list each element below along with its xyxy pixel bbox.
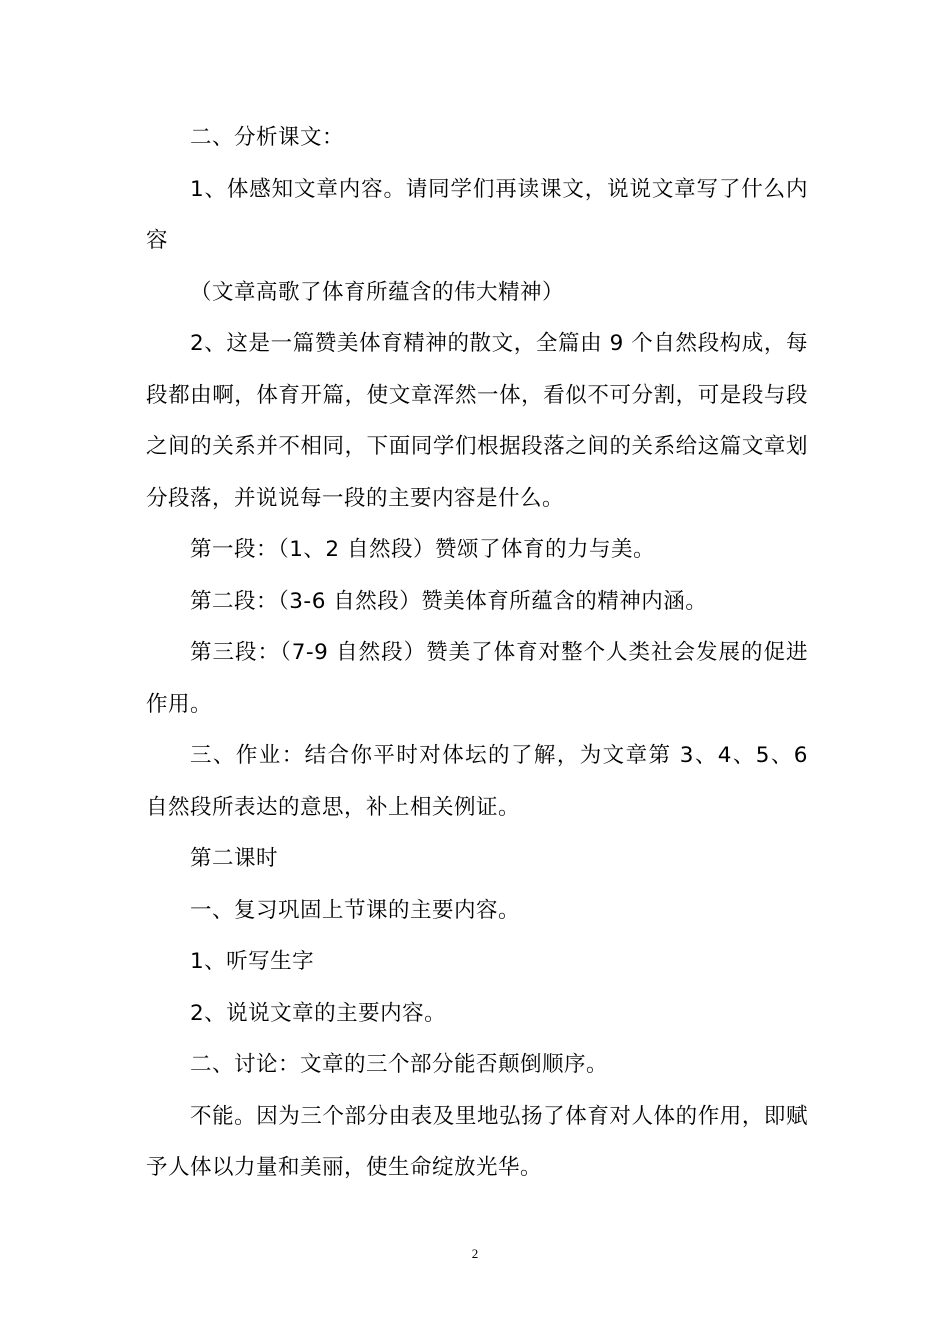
paragraph-lesson-heading: 第二课时 bbox=[190, 846, 279, 871]
page-number: 2 bbox=[471, 1246, 479, 1261]
paragraph: 第三段：（7-9 自然段）赞美了体育对整个人类社会发展的促进作用。 bbox=[146, 640, 808, 717]
paragraph: 1、体感知文章内容。请同学们再读课文，说说文章写了什么内容 bbox=[146, 176, 808, 253]
paragraph: （文章高歌了体育所蕴含的伟大精神） bbox=[190, 279, 565, 305]
paragraph: 2、说说文章的主要内容。 bbox=[190, 1000, 447, 1026]
paragraph: 2、这是一篇赞美体育精神的散文，全篇由 9 个自然段构成，每段都由啊，体育开篇，使文章浑然一体，看似不可分割，可是段与段之间的关系并不相同，下面同学们根据段落之间的关系给这篇文章划分段落，并说说每一段的主要内容是什么。 bbox=[146, 331, 808, 511]
paragraph-section-heading: 二、分析课文： bbox=[190, 125, 345, 150]
paragraph: 1、听写生字 bbox=[190, 949, 315, 974]
paragraph: 第一段：（1、2 自然段）赞颂了体育的力与美。 bbox=[190, 537, 655, 562]
paragraph: 第二段：（3-6 自然段）赞美体育所蕴含的精神内涵。 bbox=[190, 588, 708, 614]
paragraph-section-heading: 二、讨论：文章的三个部分能否颠倒顺序。 bbox=[190, 1052, 609, 1077]
paragraph: 不能。因为三个部分由表及里地弘扬了体育对人体的作用，即赋予人体以力量和美丽，使生命绽放光华。 bbox=[146, 1103, 808, 1180]
paragraph-section-heading: 一、复习巩固上节课的主要内容。 bbox=[190, 897, 521, 923]
paragraph-section-heading: 三、作业：结合你平时对体坛的了解，为文章第 3、4、5、6 自然段所表达的意思，补上相关例证。 bbox=[146, 743, 808, 820]
document-body bbox=[146, 112, 808, 1194]
